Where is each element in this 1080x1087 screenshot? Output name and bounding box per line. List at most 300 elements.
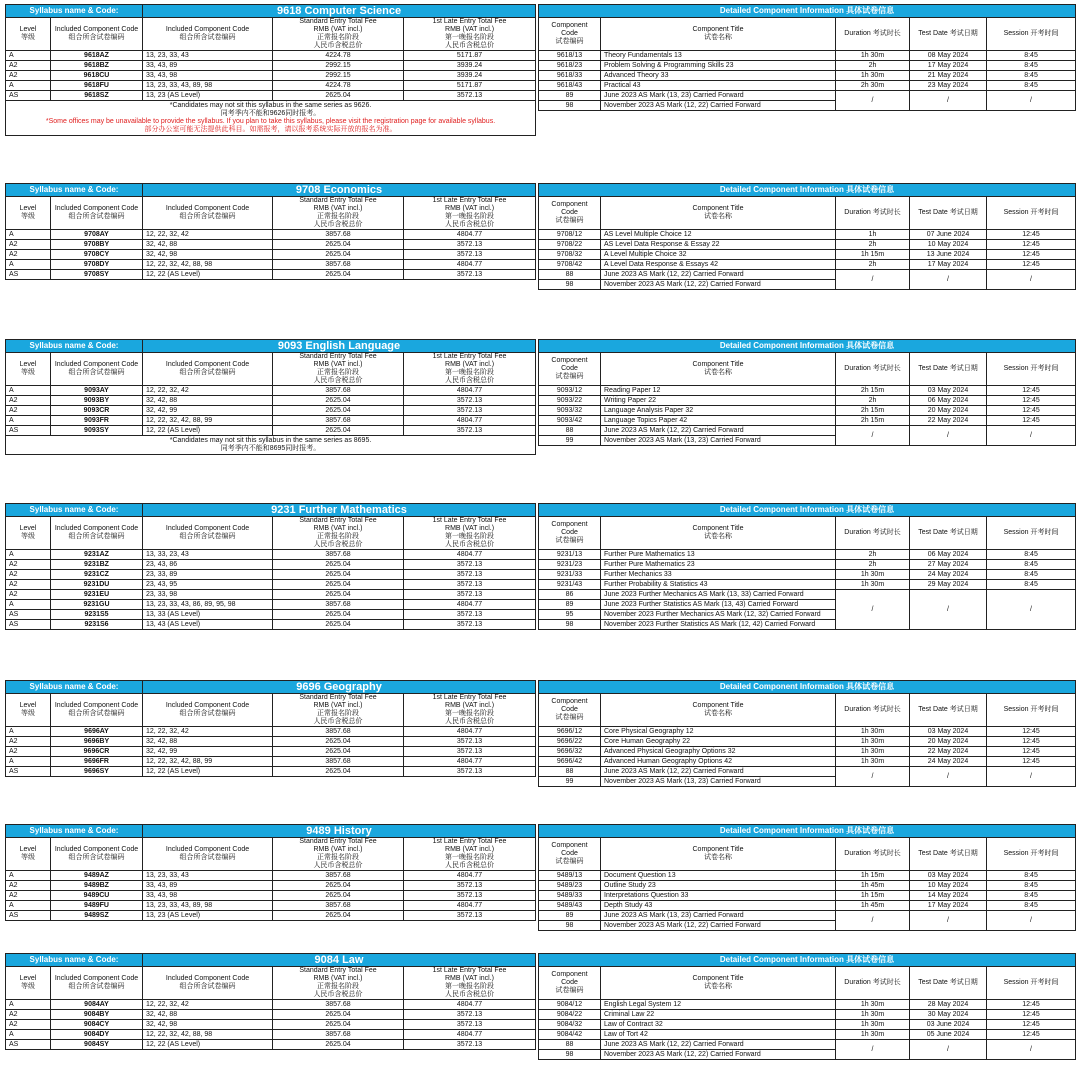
late-fee-cell: 3572.13 xyxy=(404,270,536,280)
table-row xyxy=(6,610,536,620)
table-row xyxy=(539,891,1076,901)
standard-fee-cell: 2992.15 xyxy=(273,61,404,71)
session-cell: 12:45 xyxy=(987,240,1076,250)
test-date-cell: 13 June 2024 xyxy=(910,250,987,260)
late-fee-cell: 3572.13 xyxy=(404,891,536,901)
duration-cell: / xyxy=(836,270,910,290)
option-code-cell: 9708CY xyxy=(51,250,143,260)
component-title-cell: AS Level Data Response & Essay 22 xyxy=(601,240,836,250)
late-fee-cell: 3572.13 xyxy=(404,911,536,921)
duration-cell: 1h 15m xyxy=(836,250,910,260)
component-code-cell: 9489/43 xyxy=(539,901,601,911)
test-date-cell: 17 May 2024 xyxy=(910,260,987,270)
option-code-cell: 9618SZ xyxy=(51,91,143,101)
syllabus-table xyxy=(5,339,536,455)
test-date-cell: 20 May 2024 xyxy=(910,406,987,416)
included-components-cell: 12, 22, 32, 42, 88, 98 xyxy=(143,1030,273,1040)
session-cell: 8:45 xyxy=(987,61,1076,71)
component-title-cell: Interpretations Question 33 xyxy=(601,891,836,901)
duration-cell: 2h xyxy=(836,260,910,270)
duration-cell: 1h 30m xyxy=(836,51,910,61)
component-title-cell: Core Physical Geography 12 xyxy=(601,727,836,737)
included-code-header: Included Component Code 组合所含试卷编码 xyxy=(51,694,143,727)
component-title-header: Component Title 试卷名称 xyxy=(601,517,836,550)
test-date-cell: 03 May 2024 xyxy=(910,727,987,737)
session-cell: 12:45 xyxy=(987,1020,1076,1030)
late-fee-cell: 3572.13 xyxy=(404,620,536,630)
late-fee-cell: 3572.13 xyxy=(404,560,536,570)
test-date-cell: / xyxy=(910,767,987,787)
level-cell: A xyxy=(6,1030,51,1040)
table-row xyxy=(539,737,1076,747)
included-code-header: Included Component Code 组合所含试卷编码 xyxy=(143,694,273,727)
component-code-cell: 9696/42 xyxy=(539,757,601,767)
component-title-header: Component Title 试卷名称 xyxy=(601,838,836,871)
syllabus-header-label: Syllabus name & Code: xyxy=(6,184,143,197)
standard-fee-header: Standard Entry Total Fee RMB (VAT incl.) 正常报名阶段 人民币含税总价 xyxy=(273,967,404,1000)
session-cell: / xyxy=(987,767,1076,787)
component-code-cell: 88 xyxy=(539,767,601,777)
included-components-cell: 23, 43, 86 xyxy=(143,560,273,570)
test-date-cell: 29 May 2024 xyxy=(910,580,987,590)
table-row xyxy=(6,1030,536,1040)
option-code-cell: 9084BY xyxy=(51,1010,143,1020)
component-code-header: Component Code 试卷编码 xyxy=(539,967,601,1000)
component-title-cell: June 2023 AS Mark (12, 22) Carried Forward xyxy=(601,270,836,280)
standard-fee-cell: 2625.04 xyxy=(273,881,404,891)
component-title-cell: June 2023 Further Statistics AS Mark (13, 43) Carried Forward xyxy=(601,600,836,610)
standard-fee-cell: 2625.04 xyxy=(273,426,404,436)
session-header: Session 开考时间 xyxy=(987,517,1076,550)
component-title-cell: Outline Study 23 xyxy=(601,881,836,891)
component-title-cell: June 2023 AS Mark (13, 23) Carried Forward xyxy=(601,911,836,921)
duration-cell: 2h xyxy=(836,396,910,406)
component-title-cell: June 2023 AS Mark (13, 23) Carried Forward xyxy=(601,91,836,101)
level-header: Level 等级 xyxy=(6,517,51,550)
level-cell: A2 xyxy=(6,580,51,590)
test-date-cell: 06 May 2024 xyxy=(910,396,987,406)
late-fee-cell: 4804.77 xyxy=(404,260,536,270)
option-code-cell: 9231BZ xyxy=(51,560,143,570)
duration-header: Duration 考试时长 xyxy=(836,18,910,51)
late-fee-cell: 3572.13 xyxy=(404,1020,536,1030)
included-code-header: Included Component Code 组合所含试卷编码 xyxy=(51,18,143,51)
late-fee-cell: 3572.13 xyxy=(404,610,536,620)
late-fee-cell: 3572.13 xyxy=(404,396,536,406)
option-code-cell: 9093SY xyxy=(51,426,143,436)
late-fee-cell: 3572.13 xyxy=(404,747,536,757)
included-components-cell: 12, 22 (AS Level) xyxy=(143,426,273,436)
table-row xyxy=(539,396,1076,406)
component-code-cell: 98 xyxy=(539,620,601,630)
syllabus-title: 9696 Geography xyxy=(143,681,536,694)
included-code-header: Included Component Code 组合所含试卷编码 xyxy=(51,197,143,230)
table-row xyxy=(539,426,1076,436)
syllabus-header-label: Syllabus name & Code: xyxy=(6,340,143,353)
table-row xyxy=(6,1040,536,1050)
table-row xyxy=(539,91,1076,101)
included-code-header: Included Component Code 组合所含试卷编码 xyxy=(51,517,143,550)
level-cell: A xyxy=(6,727,51,737)
option-code-cell: 9084SY xyxy=(51,1040,143,1050)
included-components-cell: 33, 43, 89 xyxy=(143,881,273,891)
duration-cell: 2h 30m xyxy=(836,81,910,91)
component-code-cell: 9231/23 xyxy=(539,560,601,570)
standard-fee-cell: 3857.68 xyxy=(273,600,404,610)
table-row xyxy=(6,911,536,921)
table-row xyxy=(539,71,1076,81)
standard-fee-cell: 2625.04 xyxy=(273,570,404,580)
table-row xyxy=(6,901,536,911)
notes-cell xyxy=(6,101,536,136)
standard-fee-header: Standard Entry Total Fee RMB (VAT incl.) 正常报名阶段 人民币含税总价 xyxy=(273,197,404,230)
level-cell: AS xyxy=(6,610,51,620)
component-title-cell: November 2023 AS Mark (13, 23) Carried Forward xyxy=(601,777,836,787)
table-row xyxy=(6,406,536,416)
session-header: Session 开考时间 xyxy=(987,838,1076,871)
component-title-header: Component Title 试卷名称 xyxy=(601,197,836,230)
test-date-cell: 03 May 2024 xyxy=(910,871,987,881)
standard-fee-cell: 2992.15 xyxy=(273,71,404,81)
component-title-cell: November 2023 AS Mark (12, 22) Carried Forward xyxy=(601,101,836,111)
component-title-cell: Further Mechanics 33 xyxy=(601,570,836,580)
component-code-cell: 98 xyxy=(539,280,601,290)
level-cell: A xyxy=(6,81,51,91)
included-code-header: Included Component Code 组合所含试卷编码 xyxy=(51,967,143,1000)
test-date-cell: 27 May 2024 xyxy=(910,560,987,570)
late-fee-cell: 3572.13 xyxy=(404,580,536,590)
table-row xyxy=(6,250,536,260)
session-cell: 12:45 xyxy=(987,260,1076,270)
table-row xyxy=(539,590,1076,600)
component-title-cell: November 2023 AS Mark (12, 22) Carried Forward xyxy=(601,280,836,290)
option-code-cell: 9708BY xyxy=(51,240,143,250)
session-cell: / xyxy=(987,270,1076,290)
duration-cell: 1h 15m xyxy=(836,871,910,881)
duration-cell: / xyxy=(836,590,910,630)
level-cell: A2 xyxy=(6,590,51,600)
component-title-cell: November 2023 Further Mechanics AS Mark (12, 32) Carried Forward xyxy=(601,610,836,620)
test-date-cell: 22 May 2024 xyxy=(910,747,987,757)
duration-cell: 1h 30m xyxy=(836,580,910,590)
option-code-cell: 9696CR xyxy=(51,747,143,757)
table-row xyxy=(6,81,536,91)
session-cell: 12:45 xyxy=(987,396,1076,406)
component-title-header: Component Title 试卷名称 xyxy=(601,353,836,386)
session-cell: 8:45 xyxy=(987,881,1076,891)
test-date-cell: 23 May 2024 xyxy=(910,81,987,91)
late-fee-cell: 3572.13 xyxy=(404,426,536,436)
session-header: Session 开考时间 xyxy=(987,18,1076,51)
level-cell: A xyxy=(6,416,51,426)
late-fee-cell: 4804.77 xyxy=(404,550,536,560)
duration-cell: / xyxy=(836,911,910,931)
component-code-cell: 99 xyxy=(539,436,601,446)
standard-fee-header: Standard Entry Total Fee RMB (VAT incl.) 正常报名阶段 人民币含税总价 xyxy=(273,517,404,550)
table-row xyxy=(6,590,536,600)
component-code-cell: 9093/22 xyxy=(539,396,601,406)
test-date-cell: / xyxy=(910,270,987,290)
component-code-cell: 9696/32 xyxy=(539,747,601,757)
level-cell: A xyxy=(6,386,51,396)
table-row xyxy=(539,1020,1076,1030)
session-cell: 12:45 xyxy=(987,1000,1076,1010)
level-header: Level 等级 xyxy=(6,838,51,871)
standard-fee-cell: 4224.78 xyxy=(273,81,404,91)
component-code-cell: 86 xyxy=(539,590,601,600)
included-code-header: Included Component Code 组合所含试卷编码 xyxy=(143,967,273,1000)
table-row xyxy=(6,91,536,101)
table-row xyxy=(539,747,1076,757)
duration-header: Duration 考试时长 xyxy=(836,838,910,871)
table-row xyxy=(6,600,536,610)
table-row xyxy=(6,396,536,406)
late-fee-cell: 4804.77 xyxy=(404,1000,536,1010)
included-components-cell: 23, 43, 95 xyxy=(143,580,273,590)
option-code-cell: 9093FR xyxy=(51,416,143,426)
included-components-cell: 33, 43, 98 xyxy=(143,71,273,81)
option-code-cell: 9489FU xyxy=(51,901,143,911)
late-fee-header: 1st Late Entry Total Fee RMB (VAT incl.) 第一晚报名阶段 人民币含税总价 xyxy=(404,838,536,871)
option-code-cell: 9231DU xyxy=(51,580,143,590)
level-cell: A xyxy=(6,260,51,270)
option-code-cell: 9093BY xyxy=(51,396,143,406)
component-code-cell: 98 xyxy=(539,101,601,111)
component-title-cell: Advanced Physical Geography Options 32 xyxy=(601,747,836,757)
option-code-cell: 9093AY xyxy=(51,386,143,396)
component-code-cell: 89 xyxy=(539,911,601,921)
standard-fee-header: Standard Entry Total Fee RMB (VAT incl.) 正常报名阶段 人民币含税总价 xyxy=(273,18,404,51)
component-code-cell: 9618/23 xyxy=(539,61,601,71)
duration-cell: 2h xyxy=(836,550,910,560)
late-fee-cell: 5171.87 xyxy=(404,81,536,91)
session-cell: 12:45 xyxy=(987,1030,1076,1040)
table-row xyxy=(6,1000,536,1010)
table-row xyxy=(6,891,536,901)
table-row xyxy=(539,727,1076,737)
included-components-cell: 32, 42, 88 xyxy=(143,737,273,747)
component-code-header: Component Code 试卷编码 xyxy=(539,197,601,230)
standard-fee-cell: 3857.68 xyxy=(273,1030,404,1040)
included-components-cell: 13, 23, 33, 43 xyxy=(143,871,273,881)
included-components-cell: 32, 42, 98 xyxy=(143,1020,273,1030)
component-title-header: Component Title 试卷名称 xyxy=(601,967,836,1000)
standard-fee-cell: 2625.04 xyxy=(273,891,404,901)
table-row xyxy=(6,61,536,71)
component-code-cell: 9708/22 xyxy=(539,240,601,250)
duration-cell: 1h 30m xyxy=(836,71,910,81)
option-code-cell: 9489BZ xyxy=(51,881,143,891)
syllabus-table xyxy=(5,824,536,921)
late-fee-cell: 4804.77 xyxy=(404,727,536,737)
component-code-cell: 9093/12 xyxy=(539,386,601,396)
included-components-cell: 13, 23, 33, 43, 86, 89, 95, 98 xyxy=(143,600,273,610)
late-fee-cell: 3572.13 xyxy=(404,737,536,747)
test-date-cell: 06 May 2024 xyxy=(910,550,987,560)
level-cell: A2 xyxy=(6,240,51,250)
standard-fee-cell: 3857.68 xyxy=(273,416,404,426)
late-fee-cell: 4804.77 xyxy=(404,386,536,396)
component-title-cell: Law of Contract 32 xyxy=(601,1020,836,1030)
included-components-cell: 32, 42, 98 xyxy=(143,250,273,260)
syllabus-table xyxy=(5,183,536,280)
test-date-cell: 08 May 2024 xyxy=(910,51,987,61)
session-header: Session 开考时间 xyxy=(987,353,1076,386)
component-title-cell: Criminal Law 22 xyxy=(601,1010,836,1020)
component-title-cell: Further Pure Mathematics 23 xyxy=(601,560,836,570)
table-row xyxy=(539,757,1076,767)
standard-fee-cell: 2625.04 xyxy=(273,620,404,630)
test-date-cell: 28 May 2024 xyxy=(910,1000,987,1010)
session-cell: 12:45 xyxy=(987,406,1076,416)
option-code-cell: 9696AY xyxy=(51,727,143,737)
session-cell: / xyxy=(987,1040,1076,1060)
standard-fee-cell: 2625.04 xyxy=(273,1010,404,1020)
component-code-header: Component Code 试卷编码 xyxy=(539,353,601,386)
level-cell: A xyxy=(6,757,51,767)
component-title-cell: November 2023 AS Mark (12, 22) Carried Forward xyxy=(601,921,836,931)
component-code-cell: 98 xyxy=(539,1050,601,1060)
duration-cell: 2h 15m xyxy=(836,406,910,416)
duration-header: Duration 考试时长 xyxy=(836,353,910,386)
standard-fee-cell: 3857.68 xyxy=(273,230,404,240)
component-title-cell: English Legal System 12 xyxy=(601,1000,836,1010)
included-components-cell: 12, 22 (AS Level) xyxy=(143,767,273,777)
option-code-cell: 9618BZ xyxy=(51,61,143,71)
duration-cell: 2h xyxy=(836,61,910,71)
level-cell: A2 xyxy=(6,1010,51,1020)
duration-cell: / xyxy=(836,767,910,787)
level-cell: A2 xyxy=(6,737,51,747)
option-code-cell: 9708DY xyxy=(51,260,143,270)
included-code-header: Included Component Code 组合所含试卷编码 xyxy=(143,838,273,871)
table-row xyxy=(6,71,536,81)
duration-cell: / xyxy=(836,91,910,111)
included-components-cell: 12, 22, 32, 42 xyxy=(143,1000,273,1010)
table-row xyxy=(6,727,536,737)
syllabus-title: 9093 English Language xyxy=(143,340,536,353)
late-fee-cell: 3572.13 xyxy=(404,767,536,777)
component-code-cell: 98 xyxy=(539,921,601,931)
option-code-cell: 9084AY xyxy=(51,1000,143,1010)
table-row xyxy=(539,81,1076,91)
session-cell: / xyxy=(987,911,1076,931)
table-row xyxy=(539,61,1076,71)
late-fee-cell: 3572.13 xyxy=(404,91,536,101)
component-title-cell: Law of Tort 42 xyxy=(601,1030,836,1040)
component-title-cell: Depth Study 43 xyxy=(601,901,836,911)
standard-fee-header: Standard Entry Total Fee RMB (VAT incl.) 正常报名阶段 人民币含税总价 xyxy=(273,838,404,871)
component-title-cell: Language Analysis Paper 32 xyxy=(601,406,836,416)
session-cell: 12:45 xyxy=(987,727,1076,737)
test-date-header: Test Date 考试日期 xyxy=(910,967,987,1000)
table-row xyxy=(6,270,536,280)
test-date-cell: 22 May 2024 xyxy=(910,416,987,426)
duration-cell: 1h 15m xyxy=(836,891,910,901)
test-date-cell: 14 May 2024 xyxy=(910,891,987,901)
level-cell: A2 xyxy=(6,891,51,901)
test-date-cell: 10 May 2024 xyxy=(910,240,987,250)
option-code-cell: 9489SZ xyxy=(51,911,143,921)
note-text: 同考季内不能和8695同时报考。 xyxy=(220,445,321,452)
duration-cell: 1h 30m xyxy=(836,1030,910,1040)
level-cell: A xyxy=(6,901,51,911)
late-fee-cell: 3572.13 xyxy=(404,250,536,260)
option-code-cell: 9489AZ xyxy=(51,871,143,881)
table-row xyxy=(6,1010,536,1020)
level-cell: AS xyxy=(6,426,51,436)
late-fee-cell: 3572.13 xyxy=(404,1010,536,1020)
late-fee-cell: 4804.77 xyxy=(404,871,536,881)
option-code-cell: 9696SY xyxy=(51,767,143,777)
included-components-cell: 32, 42, 99 xyxy=(143,406,273,416)
component-table xyxy=(538,4,1076,111)
table-row xyxy=(6,747,536,757)
component-table xyxy=(538,824,1076,931)
option-code-cell: 9618CU xyxy=(51,71,143,81)
syllabus-header-label: Syllabus name & Code: xyxy=(6,681,143,694)
table-row xyxy=(539,1040,1076,1050)
standard-fee-cell: 2625.04 xyxy=(273,406,404,416)
included-components-cell: 32, 42, 88 xyxy=(143,240,273,250)
component-title-cell: June 2023 AS Mark (12, 22) Carried Forward xyxy=(601,1040,836,1050)
standard-fee-cell: 2625.04 xyxy=(273,240,404,250)
standard-fee-cell: 3857.68 xyxy=(273,550,404,560)
component-title-cell: Document Question 13 xyxy=(601,871,836,881)
table-row xyxy=(539,901,1076,911)
component-table xyxy=(538,680,1076,787)
component-code-cell: 89 xyxy=(539,600,601,610)
included-components-cell: 32, 42, 88 xyxy=(143,396,273,406)
table-row xyxy=(6,560,536,570)
duration-cell: 2h 15m xyxy=(836,416,910,426)
detail-header: Detailed Component Information 具体试卷信息 xyxy=(539,825,1076,838)
detail-header: Detailed Component Information 具体试卷信息 xyxy=(539,5,1076,18)
level-cell: A2 xyxy=(6,570,51,580)
duration-header: Duration 考试时长 xyxy=(836,517,910,550)
component-title-cell: June 2023 AS Mark (12, 22) Carried Forward xyxy=(601,426,836,436)
component-code-cell: 99 xyxy=(539,777,601,787)
duration-cell: 1h xyxy=(836,230,910,240)
note-text: 同考季内不能和9626同时报考。 xyxy=(220,110,321,117)
component-title-cell: Writing Paper 22 xyxy=(601,396,836,406)
duration-header: Duration 考试时长 xyxy=(836,197,910,230)
duration-cell: 2h xyxy=(836,560,910,570)
late-fee-header: 1st Late Entry Total Fee RMB (VAT incl.) 第一晚报名阶段 人民币含税总价 xyxy=(404,694,536,727)
component-title-cell: Advanced Human Geography Options 42 xyxy=(601,757,836,767)
table-row xyxy=(539,1030,1076,1040)
syllabus-title: 9231 Further Mathematics xyxy=(143,504,536,517)
session-cell: 12:45 xyxy=(987,747,1076,757)
standard-fee-cell: 4224.78 xyxy=(273,51,404,61)
session-cell: 8:45 xyxy=(987,71,1076,81)
table-row xyxy=(6,757,536,767)
component-table xyxy=(538,183,1076,290)
test-date-cell: 03 May 2024 xyxy=(910,386,987,396)
component-code-cell: 9093/32 xyxy=(539,406,601,416)
level-cell: A xyxy=(6,600,51,610)
component-title-header: Component Title 试卷名称 xyxy=(601,18,836,51)
component-code-cell: 9231/33 xyxy=(539,570,601,580)
level-cell: A2 xyxy=(6,406,51,416)
syllabus-title: 9618 Computer Science xyxy=(143,5,536,18)
session-cell: 8:45 xyxy=(987,901,1076,911)
late-fee-cell: 3939.24 xyxy=(404,71,536,81)
test-date-cell: 30 May 2024 xyxy=(910,1010,987,1020)
included-components-cell: 12, 22, 32, 42 xyxy=(143,230,273,240)
standard-fee-header: Standard Entry Total Fee RMB (VAT incl.) 正常报名阶段 人民币含税总价 xyxy=(273,353,404,386)
test-date-cell: / xyxy=(910,91,987,111)
